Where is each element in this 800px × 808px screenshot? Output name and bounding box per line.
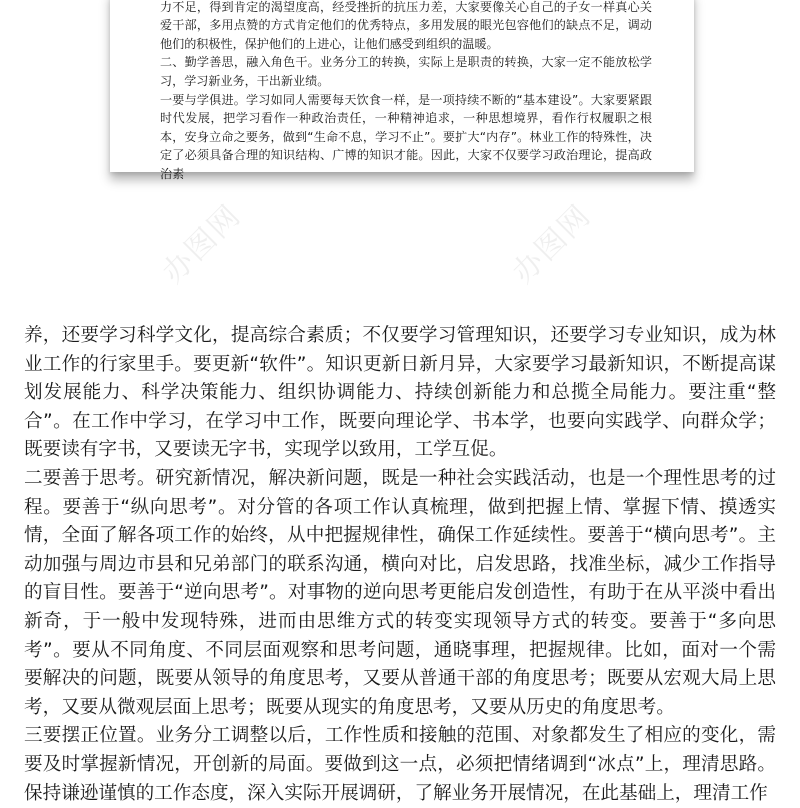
preview-text [160,0,652,184]
document-preview-card [110,0,694,181]
preview-paragraph: 一要与学俱进。学习如同人需要每天饮食一样，是一项持续不断的“基本建设”。大家要紧跟时代发展，把学习看作一种政治责任，一种精神追求，一种思想境界，看作行权履职之根本，安身立命之要务，做到“生命不息，学习不止”。要扩大“内存”。林业工作的特殊性，决定了必须具备合理的知识结构、广博的知识才能。因此，大家不仅要学习政治理论，提高政治素 [160,92,652,181]
preview-paragraph: 二、勤学善思，融入角色干。业务分工的转换，实际上是职责的转换，大家一定不能放松学习，学习新业务，干出新业绩。 [160,55,652,88]
body-paragraph: 二要善于思考。研究新情况，解决新问题，既是一种社会实践活动，也是一个理性思考的过程。要善于“纵向思考”。对分管的各项工作认真梳理，做到把握上情、掌握下情、摸透实情，全面了解各项工作的始终，从中把握规律性，确保工作延续性。要善于“横向思考”。主动加强与周边市县和兄弟部门的联系沟通，横向对比，启发思路，找准坐标，减少工作指导的盲目性。要善于“逆向思考”。对事物的逆向思考更能启发创造性，有助于在从平淡中看出新奇，于一般中发现特殊，进而由思维方式的转变实现领导方式的转变。要善于“多向思考”。要从不同角度、不同层面观察和思考问题，通晓事理，把握规律。比如，面对一个需要解决的问题，既要从领导的角度思考，又要从普通干部的角度思考；既要从宏观大局上思考，又要从微观层面上思考；既要从现实的角度思考，又要从历史的角度思考。 [24,467,776,718]
body-paragraph: 三要摆正位置。业务分工调整以后，工作性质和接触的范围、对象都发生了相应的变化，需要及时掌握新情况，开创新的局面。要做到这一点，必须把情绪调到“冰点”上，理清思路。保持谦逊谨慎的工作态度，深入实际开展调研，了解业务开展情况，在此基础上，理清工作 [24,725,776,804]
watermark: 办图网 [505,197,599,291]
body-paragraph: 养，还要学习科学文化，提高综合素质；不仅要学习管理知识，还要学习专业知识，成为林业工作的行家里手。要更新“软件”。知识更新日新月异，大家要学习最新知识，不断提高谋划发展能力、科学决策能力、组织协调能力、持续创新能力和总揽全局能力。要注重“整合”。在工作中学习，在学习中工作，既要向理论学、书本学，也要向实践学、向群众学；既要读有字书，又要读无字书，实现学以致用，工学互促。 [24,325,776,461]
watermark: 办图网 [155,197,249,291]
preview-paragraph: 力不足，得到肯定的渴望度高，经受挫折的抗压力差，大家要像关心自己的子女一样真心关爱干部，多用点赞的方式肯定他们的优秀特点，多用发展的眼光包容他们的缺点不足，调动他们的积极性，保护他们的上进心，让他们感受到组织的温暖。 [160,0,652,51]
document-body [24,322,776,808]
